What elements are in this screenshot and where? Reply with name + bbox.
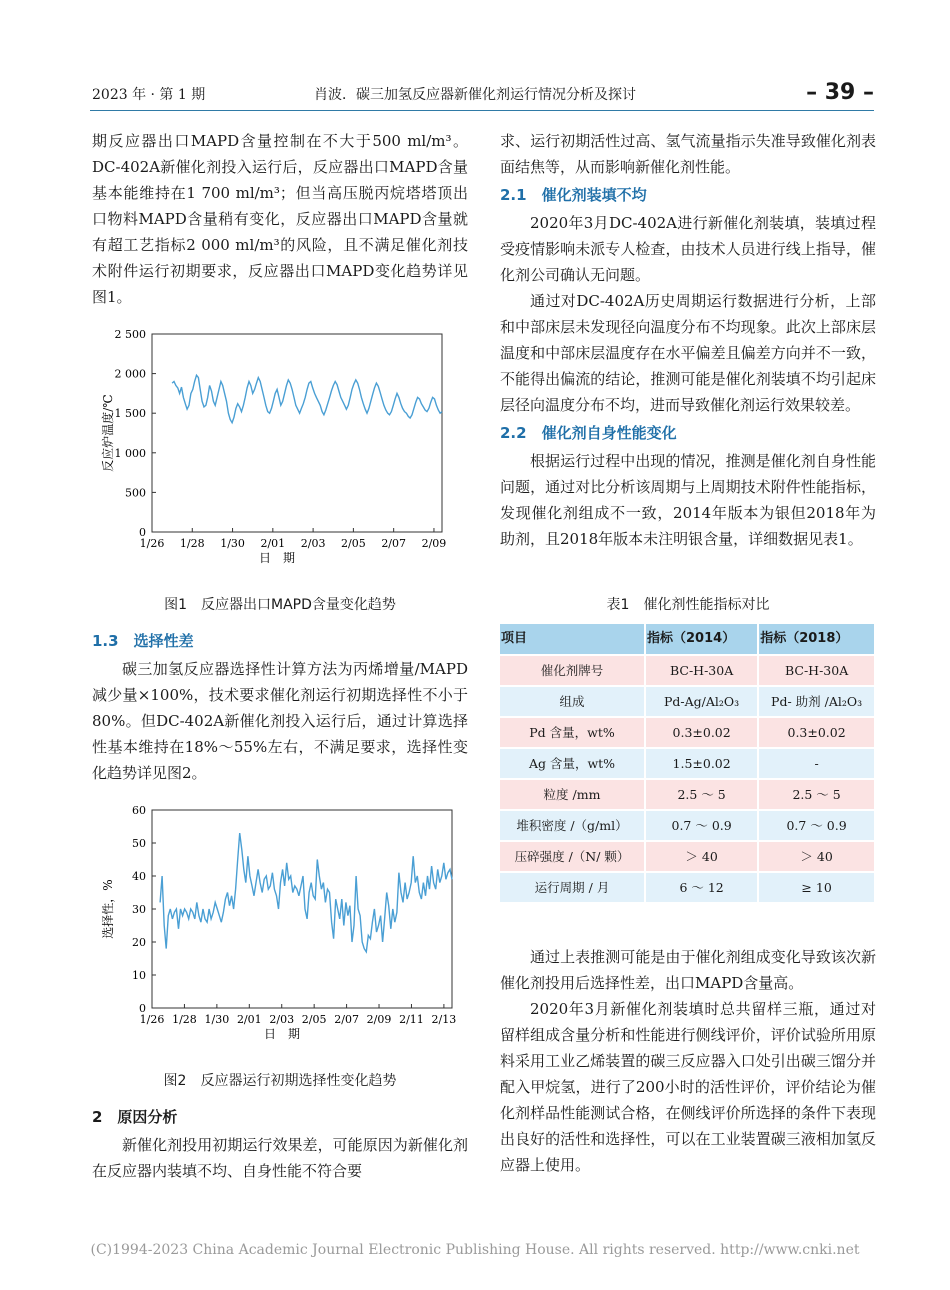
paragraph: 期反应器出口MAPD含量控制在不大于500 ml/m³。DC-402A新催化剂投入运行后，反应器出口MAPD含量基本能维持在1 700 ml/m³；但当高压脱丙烷塔塔顶出口物料MAPD含量稍有变化，反应器出口MAPD含量就有超工艺指标2 000 ml/m³的风险，且不满足催化剂技术附件运行初期要求，反应器出口MAPD变化趋势详见图1。 — [92, 132, 468, 306]
copyright-footer: (C)1994-2023 China Academic Journal Electronic Publishing House. All rights reserved. http://www.cnki.net — [90, 1242, 860, 1258]
x-tick-label: 2/11 — [399, 1013, 424, 1026]
x-tick-label: 2/09 — [421, 537, 447, 550]
table-header: 指标（2018） — [759, 624, 874, 654]
paragraph: 通过上表推测可能是由于催化剂组成变化导致该次新催化剂投用后选择性差，出口MAPD含量高。 — [500, 948, 876, 992]
table-cell: Ag 含量，wt% — [500, 749, 644, 778]
y-axis-label: 选择性，% — [101, 879, 115, 939]
table-cell: 2.5 ～ 5 — [759, 780, 874, 809]
table-cell: 0.3±0.02 — [646, 718, 757, 747]
x-axis-label: 日 期 — [258, 551, 296, 565]
table-cell: 1.5±0.02 — [646, 749, 757, 778]
y-tick-label: 40 — [132, 870, 146, 883]
right-column — [500, 128, 876, 1178]
table-row — [500, 718, 874, 747]
x-tick-label: 2/09 — [366, 1013, 392, 1026]
y-tick-label: 1 500 — [114, 407, 146, 421]
x-tick-label: 2/07 — [334, 1013, 359, 1026]
paragraph: 求、运行初期活性过高、氢气流量指示失准导致催化剂表面结焦等，从而影响新催化剂性能。 — [500, 132, 876, 176]
x-tick-label: 1/30 — [220, 537, 245, 550]
table-cell: ＞ 40 — [646, 842, 757, 871]
x-tick-label: 2/03 — [269, 1013, 295, 1026]
table-cell: 0.7 ～ 0.9 — [646, 811, 757, 840]
table-header-row — [500, 624, 874, 654]
table-cell: BC-H-30A — [759, 656, 874, 685]
y-tick-label: 30 — [132, 903, 146, 916]
table-cell: 组成 — [500, 687, 644, 716]
x-tick-label: 2/13 — [431, 1013, 457, 1026]
x-tick-label: 2/01 — [236, 1013, 262, 1026]
table-cell: 0.7 ～ 0.9 — [759, 811, 874, 840]
x-tick-label: 2/03 — [300, 537, 326, 550]
table-cell: ＞ 40 — [759, 842, 874, 871]
table-cell: - — [759, 749, 874, 778]
catalyst-comparison-table — [498, 622, 876, 904]
x-axis-label: 日 期 — [263, 1027, 301, 1041]
table-row — [500, 811, 874, 840]
y-tick-label: 2 000 — [114, 367, 146, 381]
y-tick-label: 10 — [132, 969, 146, 982]
left-column — [92, 128, 468, 1184]
page-number: – 39 – — [806, 80, 874, 105]
y-tick-label: 0 — [139, 526, 146, 539]
series-line — [160, 833, 452, 952]
series-line — [172, 375, 442, 423]
y-tick-label: 1 000 — [114, 446, 146, 460]
x-tick-label: 1/28 — [179, 537, 205, 550]
header-title: 肖波．碳三加氢反应器新催化剂运行情况分析及探讨 — [314, 87, 636, 103]
x-tick-label: 2/01 — [260, 537, 286, 550]
table-row — [500, 749, 874, 778]
y-tick-label: 500 — [125, 486, 146, 500]
table-cell: 6 ～ 12 — [646, 873, 757, 902]
y-tick-label: 20 — [132, 936, 146, 949]
figure-2-chart — [92, 802, 468, 1052]
table-cell: 催化剂牌号 — [500, 656, 644, 685]
table-cell: 运行周期 / 月 — [500, 873, 644, 902]
x-tick-label: 1/30 — [204, 1013, 230, 1026]
figure-2 — [92, 802, 468, 1094]
figure-1-caption: 图1 反应器出口MAPD含量变化趋势 — [164, 597, 396, 613]
table-cell: 堆积密度 /（g/ml） — [500, 811, 644, 840]
table-cell: BC-H-30A — [646, 656, 757, 685]
x-tick-label: 2/05 — [301, 1013, 327, 1026]
plot-frame — [152, 810, 452, 1008]
x-tick-label: 2/07 — [381, 537, 407, 550]
section-heading-1-3: 1.3 选择性差 — [92, 632, 194, 650]
section-heading-2-2: 2.2 催化剂自身性能变化 — [500, 424, 677, 442]
table-row — [500, 687, 874, 716]
paragraph: 通过对DC-402A历史周期运行数据进行分析，上部和中部床层未发现径向温度分布不均现象。此次上部床层温度和中部床层温度存在水平偏差且偏差方向并不一致，不能得出偏流的结论，推测可能是催化剂装填不均引起床层径向温度分布不均，进而导致催化剂运行效果较差。 — [500, 292, 876, 414]
table-cell: 粒度 /mm — [500, 780, 644, 809]
table-cell: 2.5 ～ 5 — [646, 780, 757, 809]
y-tick-label: 0 — [139, 1002, 146, 1015]
header-rule — [90, 110, 874, 111]
table-header: 项目 — [500, 624, 644, 654]
table-row — [500, 842, 874, 871]
paragraph: 碳三加氢反应器选择性计算方法为丙烯增量/MAPD减少量×100%，技术要求催化剂运行初期选择性不小于80%。但DC-402A新催化剂投入运行后，通过计算选择性基本维持在18%～55%左右，不满足要求，选择性变化趋势详见图2。 — [92, 660, 468, 782]
paragraph: 2020年3月DC-402A进行新催化剂装填，装填过程受疫情影响未派专人检查，由技术人员进行线上指导，催化剂公司确认无问题。 — [500, 214, 876, 284]
figure-1-chart — [92, 326, 468, 576]
table-cell: Pd-Ag/Al₂O₃ — [646, 687, 757, 716]
x-tick-label: 1/26 — [139, 1013, 165, 1026]
y-axis-label: 反应炉温度/℃ — [101, 394, 115, 472]
x-tick-label: 1/28 — [172, 1013, 197, 1026]
x-tick-label: 2/05 — [341, 537, 366, 550]
table-cell: Pd 含量，wt% — [500, 718, 644, 747]
y-tick-label: 60 — [132, 804, 146, 817]
table-row — [500, 873, 874, 902]
figure-1 — [92, 326, 468, 618]
section-heading-2-1: 2.1 催化剂装填不均 — [500, 186, 647, 204]
section-heading-2: 2 原因分析 — [92, 1108, 178, 1126]
table-row — [500, 780, 874, 809]
header-issue: 2023 年 · 第 1 期 — [92, 87, 206, 103]
y-tick-label: 50 — [132, 837, 146, 850]
table-header: 指标（2014） — [646, 624, 757, 654]
paragraph: 新催化剂投用初期运行效果差，可能原因为新催化剂在反应器内装填不均、自身性能不符合要 — [92, 1136, 468, 1180]
y-tick-label: 2 500 — [114, 328, 146, 341]
paragraph: 根据运行过程中出现的情况，推测是催化剂自身性能问题，通过对比分析该周期与上周期技术附件性能指标，发现催化剂组成不一致，2014年版本为银但2018年为助剂，且2018年版本未注明银含量，详细数据见表1。 — [500, 452, 876, 548]
figure-2-caption: 图2 反应器运行初期选择性变化趋势 — [163, 1073, 397, 1089]
table-cell: 0.3±0.02 — [759, 718, 874, 747]
table-title: 表1 催化剂性能指标对比 — [606, 597, 770, 613]
paragraph: 2020年3月新催化剂装填时总共留样三瓶，通过对留样组成含量分析和性能进行侧线评价，评价试验所用原料采用工业乙烯装置的碳三反应器入口处引出碳三馏分并配入甲烷氢，进行了200小时的活性评价，评价结论为催化剂样品性能测试合格，在侧线评价所选择的条件下表现出良好的活性和选择性，可以在工业装置碳三液相加氢反应器上使用。 — [500, 1000, 876, 1174]
table-cell: 压碎强度 /（N/ 颗） — [500, 842, 644, 871]
table-cell: ≥ 10 — [759, 873, 874, 902]
table-row — [500, 656, 874, 685]
plot-frame — [152, 334, 442, 532]
x-tick-label: 1/26 — [139, 537, 165, 550]
table-cell: Pd- 助剂 /Al₂O₃ — [759, 687, 874, 716]
